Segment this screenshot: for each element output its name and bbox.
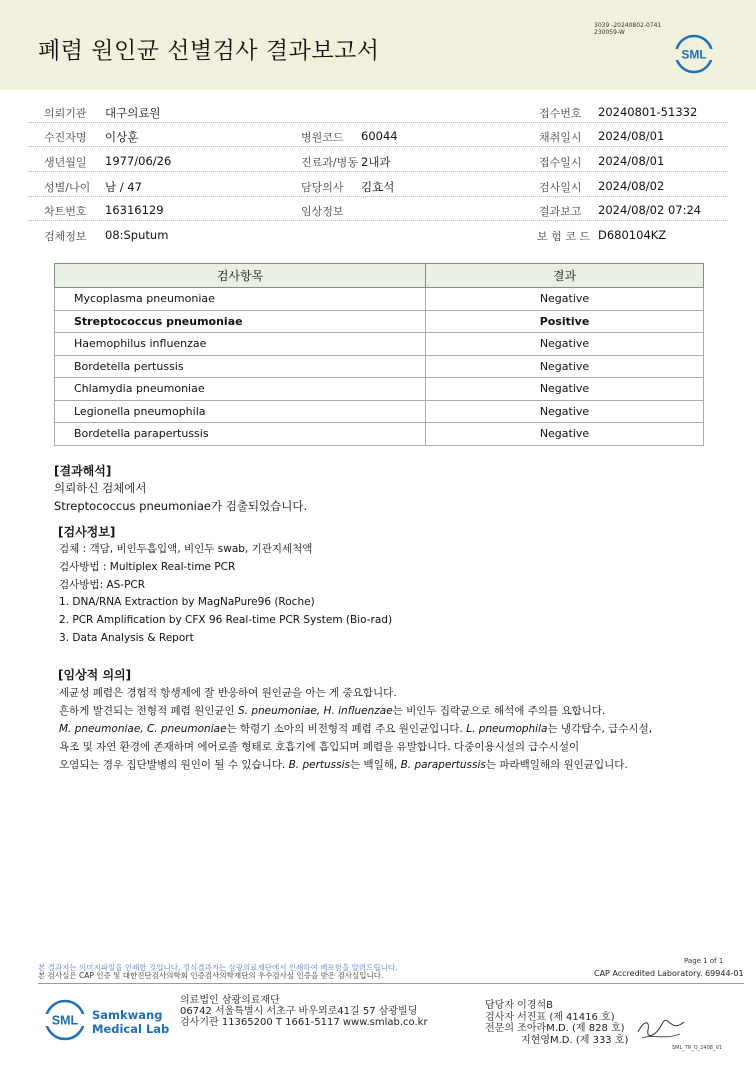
test-item: Legionella pneumophila	[55, 400, 426, 423]
name-label: 수진자명	[44, 131, 87, 144]
clinical-organism: B. pertussis	[288, 759, 350, 771]
document-code-line2: 230059-W	[594, 29, 625, 36]
clinical-text: 흔하게 발견되는 전형적 폐렴 원인균인	[59, 705, 238, 717]
receipt-no-value: 20240801-51332	[598, 105, 698, 119]
test-result: Negative	[426, 400, 704, 423]
clinical-text: 는 백일해,	[349, 759, 401, 771]
clinical-p5	[59, 757, 628, 772]
dept-value: 2내과	[361, 155, 391, 169]
specimen-value: 08:Sputum	[105, 228, 169, 242]
clinical-organism: M. pneumoniae, C. pneumoniae	[59, 723, 227, 735]
clinical-p3	[59, 721, 652, 736]
cap-accreditation: CAP Accredited Laboratory. 69944-01	[594, 969, 744, 978]
hospital-code-label: 병원코드	[301, 131, 344, 144]
test-result: Negative	[426, 423, 704, 446]
collect-date-value: 2024/08/01	[598, 129, 665, 143]
test-item: Bordetella pertussis	[55, 355, 426, 378]
clinical-p4: 욕조 및 자연 환경에 존재하며 에어로졸 형태로 호흡기에 흡입되며 폐렴을 유발합니다. 다중이용시설의 급수시설이	[59, 741, 580, 753]
report-header	[0, 0, 756, 90]
test-info-title: [검사정보]	[58, 525, 116, 539]
test-result: Positive	[426, 310, 704, 333]
sml-logo-text: SML	[681, 47, 707, 62]
col-item-header: 검사항목	[55, 264, 426, 288]
sml-logo-icon	[674, 34, 714, 74]
doctor-value: 김효석	[361, 180, 395, 194]
sex-age-label: 성별/나이	[44, 181, 91, 194]
divider	[28, 146, 728, 147]
interpretation-line1: 의뢰하신 검체에서	[54, 481, 147, 495]
clinical-p1: 세균성 폐렴은 경험적 항생제에 잘 반응하여 원인균을 아는 게 중요합니다.	[59, 687, 397, 699]
clinical-organism: S. pneumoniae, H. influenzae	[237, 705, 393, 717]
test-item: Bordetella parapertussis	[55, 423, 426, 446]
doctor-label: 담당의사	[301, 181, 344, 194]
test-info-step1: 1. DNA/RNA Extraction by MagNaPure96 (Roche)	[59, 596, 315, 608]
brand-line1: Samkwang	[92, 1008, 163, 1022]
test-result: Negative	[426, 355, 704, 378]
clinical-p2	[59, 703, 605, 718]
table-row	[55, 378, 704, 401]
brand-name	[92, 1008, 169, 1036]
clinical-text: 는 냉각탑수, 급수시설,	[547, 723, 653, 735]
table-row	[55, 310, 704, 333]
birth-value: 1977/06/26	[105, 154, 172, 168]
footer-divider	[38, 983, 744, 984]
staff-line: 담당자 이경석B	[485, 1000, 553, 1011]
staff-list	[485, 1000, 628, 1046]
address-line: 06742 서울특별시 서초구 바우뫼로41길 57 삼광빌딩	[180, 1006, 418, 1017]
test-info-method2: 검사방법: AS-PCR	[59, 579, 146, 591]
table-row	[55, 333, 704, 356]
staff-line: 검사자 서진표 (제 41416 호)	[485, 1011, 615, 1023]
results-header-row	[55, 264, 704, 288]
chart-no-value: 16316129	[105, 203, 164, 217]
test-item: Mycoplasma pneumoniae	[55, 288, 426, 311]
clinical-text: 오염되는 경우 집단발병의 원인이 될 수 있습니다.	[59, 759, 289, 771]
specimen-label: 검체정보	[44, 230, 87, 243]
test-item: Haemophilus influenzae	[55, 333, 426, 356]
col-result-header: 결과	[426, 264, 704, 288]
sex-age-value: 남 / 47	[105, 180, 142, 194]
divider	[28, 122, 728, 123]
test-date-value: 2024/08/02	[598, 179, 665, 193]
name-value: 이상훈	[105, 130, 139, 144]
clinical-title: [임상적 의의]	[58, 668, 132, 682]
staff-line: 전문의 조아라M.D. (제 828 호)	[485, 1023, 625, 1034]
test-result: Negative	[426, 333, 704, 356]
chart-no-label: 차트번호	[44, 205, 87, 218]
collect-date-label: 채취일시	[539, 131, 582, 144]
test-info-step2: 2. PCR Amplification by CFX 96 Real-time PCR System (Bio-rad)	[59, 614, 393, 626]
divider	[28, 196, 728, 197]
insurance-code-value: D680104KZ	[598, 228, 667, 242]
certification-notice: 본 검사실은 CAP 인증 및 대한진단검사의학회 인증검사의학재단의 우수검사실 인증을 받은 검사실입니다.	[38, 971, 384, 980]
table-row	[55, 423, 704, 446]
birth-label: 생년월일	[44, 156, 87, 169]
document-code	[594, 22, 661, 36]
clinical-info-label: 임상정보	[301, 205, 344, 218]
report-date-value: 2024/08/02 07:24	[598, 203, 702, 217]
table-row	[55, 355, 704, 378]
receipt-date-value: 2024/08/01	[598, 154, 665, 168]
signature-icon	[636, 1014, 686, 1044]
lab-address	[180, 995, 428, 1028]
document-code-line1: 3039 -20240802-0741	[594, 22, 662, 29]
sml-footer-logo-icon	[44, 999, 86, 1041]
address-line: 의료법인 삼광의료재단	[180, 995, 280, 1006]
table-row	[55, 400, 704, 423]
staff-line: 지현영M.D. (제 333 호)	[521, 1034, 629, 1046]
clinical-text: 는 파라백일해의 원인균입니다.	[485, 759, 628, 771]
test-item: Chlamydia pneumoniae	[55, 378, 426, 401]
divider	[28, 171, 728, 172]
divider	[28, 220, 728, 221]
clinical-organism: L. pneumophila	[466, 723, 548, 735]
receipt-date-label: 접수일시	[539, 156, 582, 169]
interpretation-title: [결과해석]	[54, 464, 112, 478]
brand-line2: Medical Lab	[92, 1022, 170, 1036]
test-result: Negative	[426, 378, 704, 401]
insurance-code-label: 보 험 코 드	[537, 230, 590, 243]
institution-label: 의뢰기관	[44, 107, 87, 120]
interpretation-line2: Streptococcus pneumoniae가 검출되었습니다.	[54, 499, 308, 513]
dept-label: 진료과/병동	[301, 156, 358, 169]
form-number: SML_TR_Q_2408_V1	[672, 1045, 723, 1051]
report-date-label: 결과보고	[539, 205, 582, 218]
test-item: Streptococcus pneumoniae	[55, 310, 426, 333]
hospital-code-value: 60044	[361, 129, 398, 143]
clinical-text: 는 학령기 소아의 비전형적 폐렴 주요 원인균입니다.	[226, 723, 467, 735]
clinical-text: 는 비인두 집락균으로 해석에 주의를 요합니다.	[392, 705, 606, 717]
report-title: 폐렴 원인균 선별검사 결과보고서	[38, 38, 380, 64]
institution-value: 대구의료원	[105, 106, 161, 120]
test-result: Negative	[426, 288, 704, 311]
test-info-step3: 3. Data Analysis & Report	[59, 632, 194, 644]
test-date-label: 검사일시	[539, 181, 582, 194]
receipt-no-label: 접수번호	[539, 107, 582, 120]
clinical-organism: B. parapertussis	[400, 759, 486, 771]
address-line: 검사기관 11365200 T 1661-5117 www.smlab.co.kr	[180, 1017, 428, 1028]
test-info-specimen: 검체 : 객담, 비인두흡입액, 비인두 swab, 기관지세척액	[59, 543, 313, 555]
results-table	[54, 263, 704, 446]
sml-footer-logo-text: SML	[51, 1013, 79, 1028]
test-info-method1: 검사방법 : Multiplex Real-time PCR	[59, 561, 236, 573]
print-notice: 본 결과지는 이미지파일을 인쇄한 것입니다. 정식결과지는 삼광의료재단에서 인쇄하여 배포함을 알려드립니다.	[38, 963, 398, 972]
table-row	[55, 288, 704, 311]
page-number: Page 1 of 1	[684, 957, 724, 965]
